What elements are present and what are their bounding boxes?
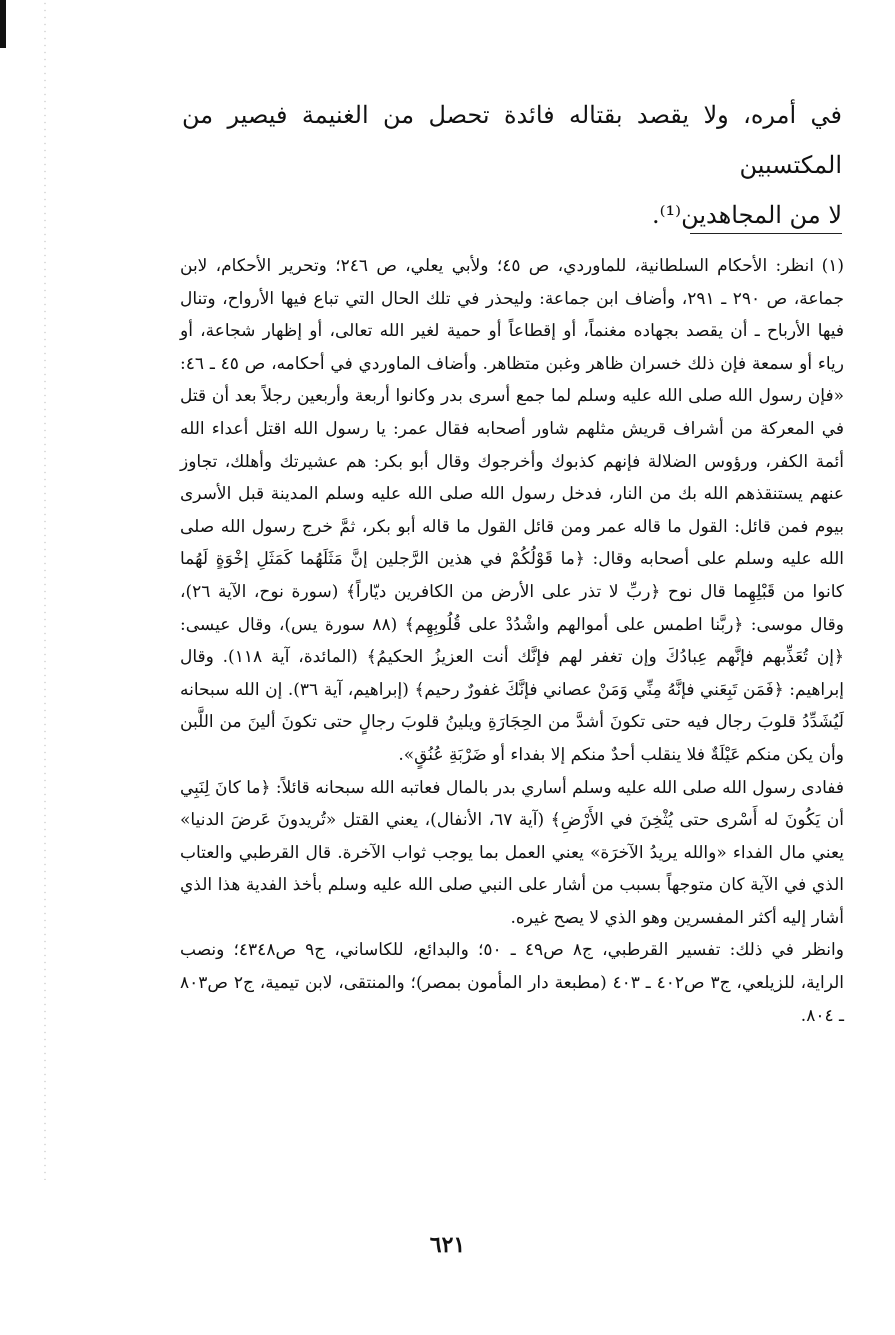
scan-edge-mark [0, 0, 6, 48]
main-text-line-1: في أمره، ولا يقصد بقتاله فائدة تحصل من الغنيمة فيصير من المكتسبين [182, 101, 842, 179]
footnote-block [180, 250, 844, 1032]
footnote-paragraph-1 [180, 250, 844, 772]
page-number: ٦٢١ [429, 1232, 466, 1258]
footnote-separator [690, 233, 842, 234]
footnote-paragraph-2: ففادى رسول الله صلى الله عليه وسلم أساري بدر بالمال فعاتبه الله سبحانه قائلاً: ﴿ما كانَ لِنَبِي أن يَكُونَ له أَسْرى حتى يُثْخِنَ في الأَرْضِ﴾ (آية ٦٧، الأنفال)، يعني القتل «تُريدونَ عَرضَ الدنيا» يعني مال الفداء «والله يريدُ الآخرَة» يعني العمل بما يوجب ثواب الآخرة. قال القرطبي والعتاب الذي في الآية كان متوجهاً بسبب من أشار على النبي صلى الله عليه وسلم بأخذ الفدية هذا الذي أشار إليه أكثر المفسرين وهو الذي لا يصح غيره. [180, 777, 844, 928]
footnote-number: (١) [821, 256, 844, 276]
footnote-paragraph-3: وانظر في ذلك: تفسير القرطبي، ج٨ ص٤٩ ـ ٥٠؛ والبدائع، للكاساني، ج٩ ص٤٣٤٨؛ ونصب الراية، للزيلعي، ج٣ ص٤٠٢ ـ ٤٠٣ (مطبعة دار المأمون بمصر)؛ والمنتقى، لابن تيمية، ج٢ ص٨٠٣ ـ ٨٠٤. [180, 940, 844, 1026]
scan-binding-dots [44, 0, 46, 1180]
main-text-line-2: لا من المجاهدين⁽¹⁾. [652, 201, 842, 229]
footnote-paragraph-1-text: انظر: الأحكام السلطانية، للماوردي، ص ٤٥؛ ولأبي يعلي، ص ٢٤٦؛ وتحرير الأحكام، لابن جماعة، ص ٢٩٠ ـ ٢٩١، وأضاف ابن جماعة: وليحذر في تلك الحال التي تباع فيها الأرواح، وتنال فيها الأرباح ـ أن يقصد بجهاده مغنماً، أو إقطاعاً أو حمية لغير الله تعالى، أو إظهار شجاعة، أو رياء أو سمعة فإن ذلك خسران ظاهر وغبن متظاهر. وأضاف الماوردي في أحكامه، ص ٤٥ ـ ٤٦: «فإن رسول الله صلى الله عليه وسلم لما جمع أسرى بدر وكانوا أربعة وأربعين رجلاً بعد أن قتل في المعركة من أشراف قريش مثلهم شاور أصحابه فقال عمر: يا رسول الله اقتل أعداء الله أئمة الكفر، ورؤوس الضلالة فإنهم كذبوك وأخرجوك وقال أبو بكر: هم عشيرتك وأهلك، تجاوز عنهم يستنقذهم الله بك من النار، فدخل رسول الله صلى الله عليه وسلم المدينة قبل الأسرى بيوم فمن قائل: القول ما قاله عمر ومن قائل القول ما قاله أبو بكر، ثمَّ خرج رسول الله صلى الله عليه وسلم على أصحابه وقال: ﴿ما قَوْلُكُمْ في هذين الرَّجلين إنَّ مَثَلَهُما كَمَثَلِ إخْوَةٍ لَهُما كانوا من قَبْلِهِما قال نوح ﴿ربِّ لا تذر على الأرض من الكافرين ديّاراً﴾ (سورة نوح، الآية ٢٦)، وقال موسى: ﴿ربَّنا اطمس على أموالهم واشْدُدْ على قُلُوبِهِم﴾ (٨٨ سورة يس)، وقال عيسى: ﴿إن تُعَذِّبهم فإنَّهم عِبادُكَ وإن تغفر لهم فإنَّك أنت العزيزُ الحكيمُ﴾ (المائدة، آية ١١٨). وقال إبراهيم: ﴿فَمَن تَبِعَني فإنَّهُ مِنِّي وَمَنْ عصاني فإنَّكَ غفورٌ رحيم﴾ (إبراهيم، آية ٣٦). إن الله سبحانه لَيُشَدِّدُ قلوبَ رجال فيه حتى تكونَ أشدَّ من الحِجَارَةِ ويلينُ قلوبَ رجالٍ حتى تكونَ ألينَ من اللَّبن وأن يكن منكم عَيْلَةٌ فلا ينقلب أحدٌ منكم إلا بفداء أو ضَرْبَةِ عُنُقٍ». [180, 256, 844, 765]
main-body-text [182, 90, 842, 240]
